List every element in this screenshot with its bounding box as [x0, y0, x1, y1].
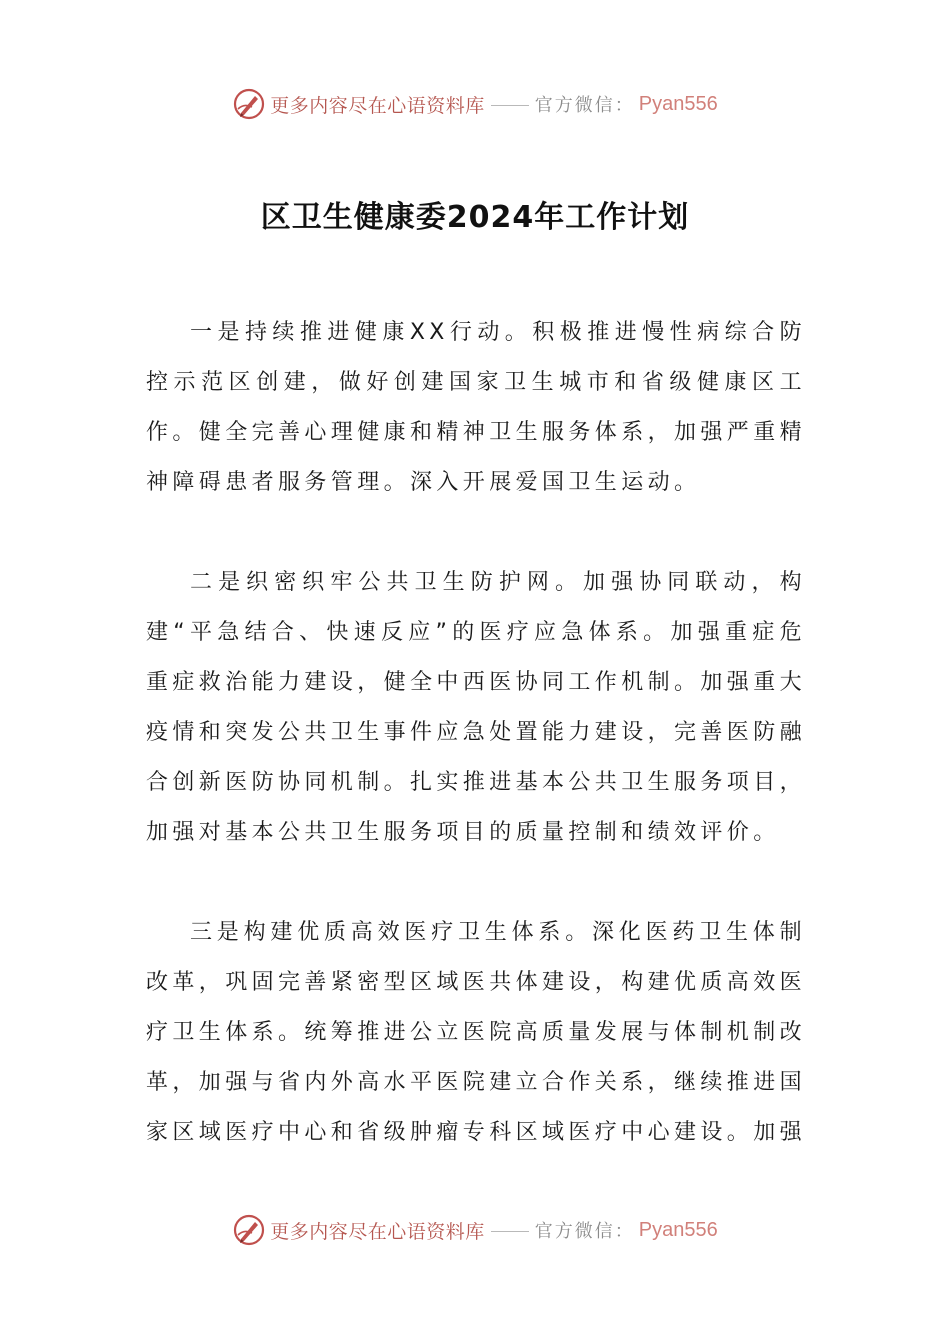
footer-banner [0, 1210, 950, 1250]
paragraph-2: 二是织密织牢公共卫生防护网。加强协同联动，构建“平急结合、快速反应”的医疗应急体系。加强重症危重症救治能力建设，健全中西医协同工作机制。加强重大疫情和突发公共卫生事件应急处置能力建设，完善医防融合创新医防协同机制。扎实推进基本公共卫生服务项目，加强对基本公共卫生服务项目的质量控制和绩效评价。 [146, 570, 807, 845]
banner-brand-text: 更多内容尽在心语资料库 [270, 1220, 485, 1243]
banner-divider [491, 1231, 529, 1232]
banner-wechat-id: Pyan556 [638, 92, 718, 115]
document-title: 区卫生健康委2024年工作计划 [260, 200, 690, 236]
paragraph-1: 一是持续推进健康XX行动。积极推进慢性病综合防控示范区创建，做好创建国家卫生城市和省级健康区工作。健全完善心理健康和精神卫生服务体系，加强严重精神障碍患者服务管理。深入开展爱国卫生运动。 [146, 320, 807, 495]
banner-wechat-id: Pyan556 [638, 1218, 718, 1241]
header-banner [0, 84, 950, 124]
pen-logo-icon [232, 1213, 266, 1247]
pen-logo-icon [232, 87, 266, 121]
banner-divider [491, 105, 529, 106]
paragraph-3: 三是构建优质高效医疗卫生体系。深化医药卫生体制改革，巩固完善紧密型区域医共体建设，构建优质高效医疗卫生体系。统筹推进公立医院高质量发展与体制机制改革，加强与省内外高水平医院建立合作关系，继续推进国家区域医疗中心和省级肿瘤专科区域医疗中心建设。加强 [146, 920, 807, 1145]
document-body [146, 308, 806, 1208]
banner-wechat-label: 官方微信： [534, 95, 635, 116]
banner-brand-text: 更多内容尽在心语资料库 [270, 94, 485, 117]
banner-wechat-label: 官方微信： [534, 1221, 635, 1242]
